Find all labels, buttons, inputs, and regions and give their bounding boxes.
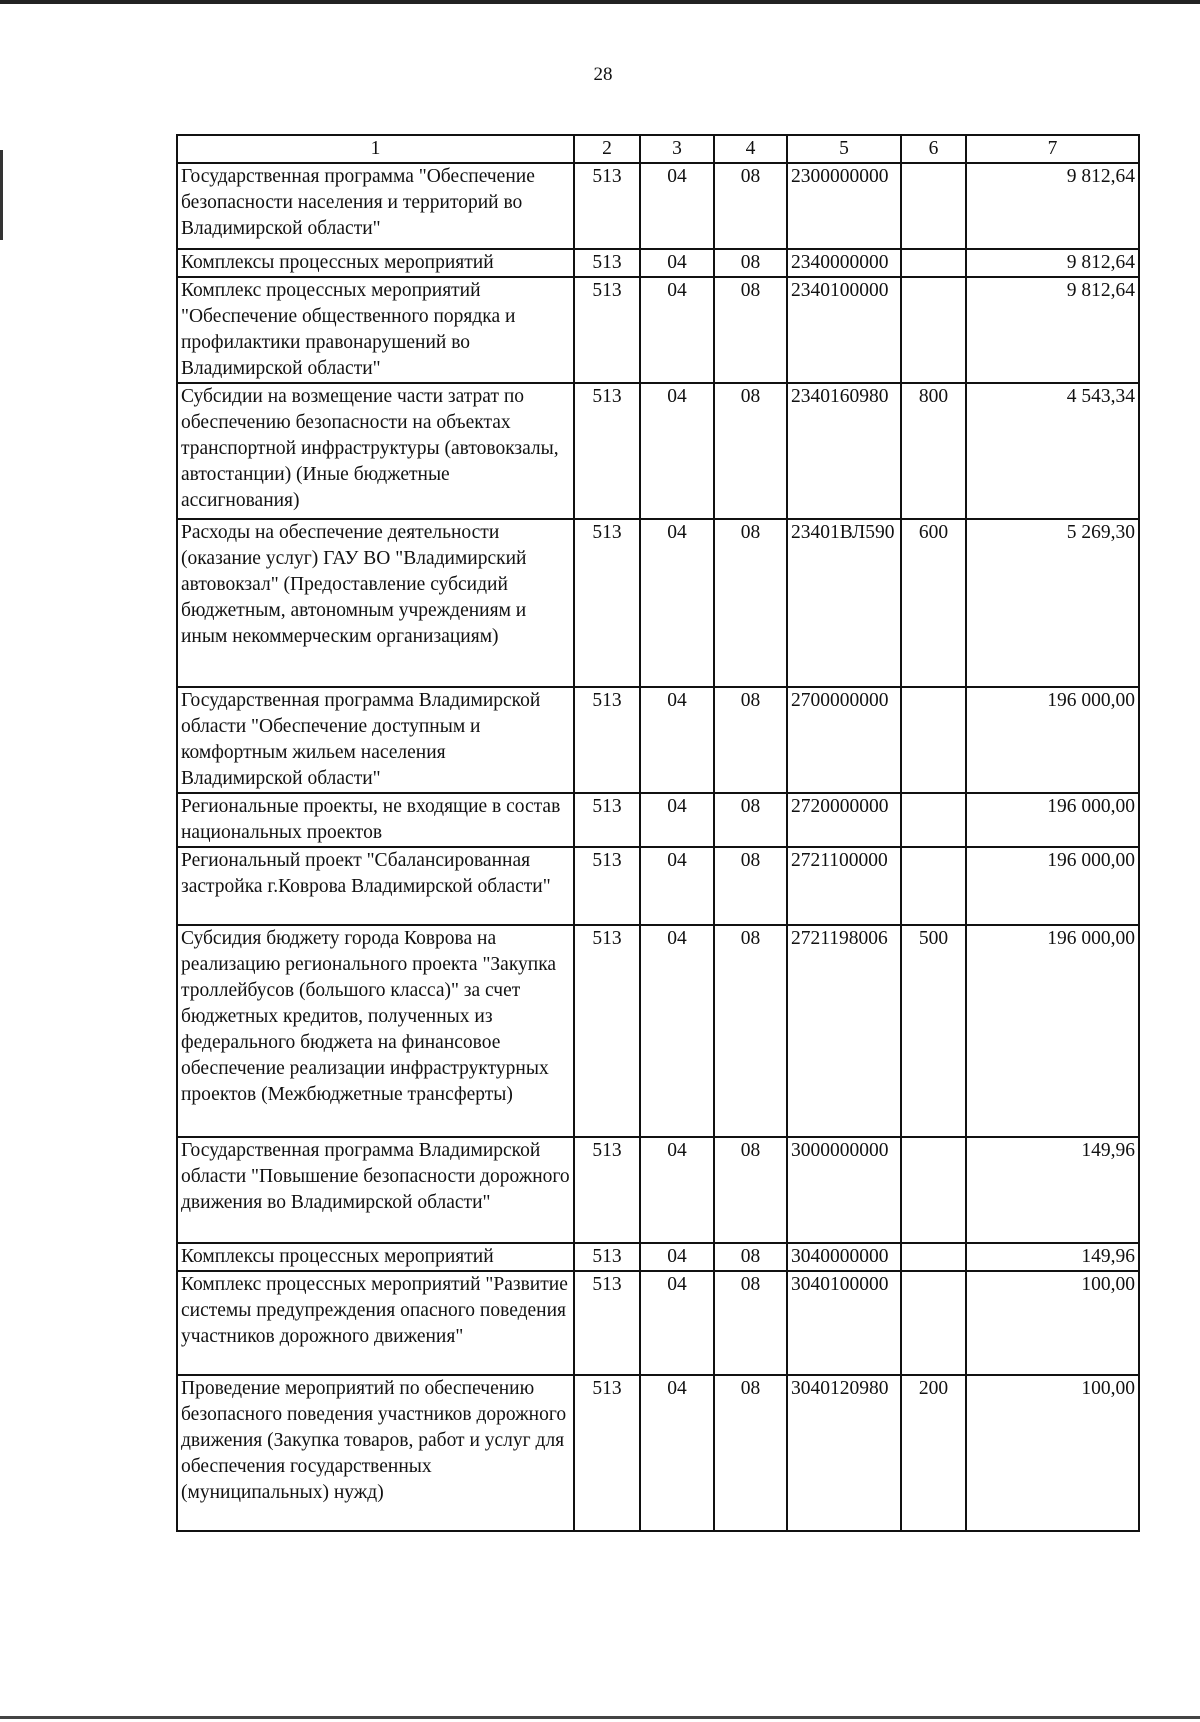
row-subsection: 08 [714, 1271, 787, 1375]
row-name: Субсидии на возмещение части затрат по обеспечению безопасности на объектах транспортной инфраструктуры (автовокзалы, автостанции) (Иные бюджетные ассигнования) [177, 383, 574, 519]
scan-top-border [0, 0, 1200, 4]
row-name: Комплексы процессных мероприятий [177, 1243, 574, 1271]
row-target-article: 2300000000 [787, 163, 901, 249]
row-subsection: 08 [714, 1137, 787, 1243]
row-target-article: 23401ВЛ590 [787, 519, 901, 687]
scan-left-mark [0, 150, 3, 240]
row-section: 04 [640, 1243, 714, 1271]
row-target-article: 2720000000 [787, 793, 901, 847]
row-amount: 196 000,00 [966, 793, 1139, 847]
row-amount: 9 812,64 [966, 277, 1139, 383]
row-amount: 196 000,00 [966, 925, 1139, 1137]
row-subsection: 08 [714, 1375, 787, 1531]
row-target-article: 2721100000 [787, 847, 901, 925]
row-ministry-code: 513 [574, 163, 640, 249]
table-row [177, 163, 1139, 249]
row-name: Региональные проекты, не входящие в состав национальных проектов [177, 793, 574, 847]
row-subsection: 08 [714, 383, 787, 519]
row-name: Комплексы процессных мероприятий [177, 249, 574, 277]
page-number: 28 [593, 64, 613, 85]
row-name: Региональный проект "Сбалансированная застройка г.Коврова Владимирской области" [177, 847, 574, 925]
row-expense-type [901, 687, 966, 793]
table-row [177, 519, 1139, 687]
header-col-1: 1 [177, 135, 574, 163]
row-amount: 100,00 [966, 1271, 1139, 1375]
table-row [177, 249, 1139, 277]
row-section: 04 [640, 847, 714, 925]
row-ministry-code: 513 [574, 1243, 640, 1271]
row-amount: 4 543,34 [966, 383, 1139, 519]
table-row [177, 925, 1139, 1137]
row-expense-type [901, 793, 966, 847]
row-section: 04 [640, 1271, 714, 1375]
row-name: Государственная программа Владимирской области "Обеспечение доступным и комфортным жильем населения Владимирской области" [177, 687, 574, 793]
row-subsection: 08 [714, 1243, 787, 1271]
row-section: 04 [640, 793, 714, 847]
budget-table [176, 134, 1140, 1532]
row-name: Государственная программа Владимирской области "Повышение безопасности дорожного движения во Владимирской области" [177, 1137, 574, 1243]
row-amount: 100,00 [966, 1375, 1139, 1531]
row-ministry-code: 513 [574, 793, 640, 847]
table-header [177, 135, 1139, 163]
row-amount: 9 812,64 [966, 163, 1139, 249]
row-expense-type: 600 [901, 519, 966, 687]
row-ministry-code: 513 [574, 687, 640, 793]
row-expense-type [901, 1271, 966, 1375]
table-row [177, 847, 1139, 925]
table-body [177, 163, 1139, 1531]
row-ministry-code: 513 [574, 847, 640, 925]
row-amount: 5 269,30 [966, 519, 1139, 687]
row-ministry-code: 513 [574, 277, 640, 383]
table-row [177, 383, 1139, 519]
row-target-article: 2340160980 [787, 383, 901, 519]
row-expense-type [901, 249, 966, 277]
table-row [177, 1375, 1139, 1531]
row-amount: 149,96 [966, 1137, 1139, 1243]
row-expense-type: 200 [901, 1375, 966, 1531]
row-ministry-code: 513 [574, 1375, 640, 1531]
row-section: 04 [640, 249, 714, 277]
row-subsection: 08 [714, 847, 787, 925]
table-row [177, 687, 1139, 793]
row-ministry-code: 513 [574, 519, 640, 687]
header-col-4: 4 [714, 135, 787, 163]
row-section: 04 [640, 383, 714, 519]
row-subsection: 08 [714, 687, 787, 793]
row-target-article: 3040000000 [787, 1243, 901, 1271]
row-target-article: 2340000000 [787, 249, 901, 277]
row-subsection: 08 [714, 277, 787, 383]
row-subsection: 08 [714, 793, 787, 847]
row-target-article: 2700000000 [787, 687, 901, 793]
row-subsection: 08 [714, 249, 787, 277]
row-expense-type [901, 277, 966, 383]
row-expense-type [901, 1243, 966, 1271]
row-section: 04 [640, 163, 714, 249]
row-name: Комплекс процессных мероприятий "Развитие системы предупреждения опасного поведения участников дорожного движения" [177, 1271, 574, 1375]
header-row [177, 135, 1139, 163]
row-amount: 149,96 [966, 1243, 1139, 1271]
row-name: Субсидия бюджету города Коврова на реализацию регионального проекта "Закупка троллейбусов (большого класса)" за счет бюджетных кредитов, полученных из федерального бюджета на финансовое обеспечение реализации инфраструктурных проектов (Межбюджетные трансферты) [177, 925, 574, 1137]
header-col-5: 5 [787, 135, 901, 163]
row-target-article: 3040100000 [787, 1271, 901, 1375]
row-target-article: 3000000000 [787, 1137, 901, 1243]
row-section: 04 [640, 1137, 714, 1243]
row-expense-type: 500 [901, 925, 966, 1137]
row-expense-type: 800 [901, 383, 966, 519]
row-section: 04 [640, 519, 714, 687]
row-subsection: 08 [714, 163, 787, 249]
row-name: Комплекс процессных мероприятий "Обеспечение общественного порядка и профилактики правонарушений во Владимирской области" [177, 277, 574, 383]
row-ministry-code: 513 [574, 1137, 640, 1243]
row-expense-type [901, 847, 966, 925]
header-col-7: 7 [966, 135, 1139, 163]
row-expense-type [901, 1137, 966, 1243]
row-amount: 9 812,64 [966, 249, 1139, 277]
scan-bottom-border [0, 1716, 1200, 1719]
table-row [177, 1271, 1139, 1375]
row-amount: 196 000,00 [966, 847, 1139, 925]
table-row [177, 1137, 1139, 1243]
row-section: 04 [640, 687, 714, 793]
row-amount: 196 000,00 [966, 687, 1139, 793]
row-target-article: 2340100000 [787, 277, 901, 383]
table-row [177, 793, 1139, 847]
row-ministry-code: 513 [574, 249, 640, 277]
row-target-article: 2721198006 [787, 925, 901, 1137]
table-row [177, 277, 1139, 383]
row-subsection: 08 [714, 519, 787, 687]
row-subsection: 08 [714, 925, 787, 1137]
table-row [177, 1243, 1139, 1271]
row-section: 04 [640, 925, 714, 1137]
row-ministry-code: 513 [574, 925, 640, 1137]
header-col-2: 2 [574, 135, 640, 163]
header-col-3: 3 [640, 135, 714, 163]
row-ministry-code: 513 [574, 383, 640, 519]
row-name: Расходы на обеспечение деятельности (оказание услуг) ГАУ ВО "Владимирский автовокзал" (Предоставление субсидий бюджетным, автономным учреждениям и иным некоммерческим организациям) [177, 519, 574, 687]
row-section: 04 [640, 1375, 714, 1531]
row-target-article: 3040120980 [787, 1375, 901, 1531]
row-name: Государственная программа "Обеспечение безопасности населения и территорий во Владимирской области" [177, 163, 574, 249]
row-expense-type [901, 163, 966, 249]
row-section: 04 [640, 277, 714, 383]
row-ministry-code: 513 [574, 1271, 640, 1375]
header-col-6: 6 [901, 135, 966, 163]
row-name: Проведение мероприятий по обеспечению безопасного поведения участников дорожного движения (Закупка товаров, работ и услуг для обеспечения государственных (муниципальных) нужд) [177, 1375, 574, 1531]
